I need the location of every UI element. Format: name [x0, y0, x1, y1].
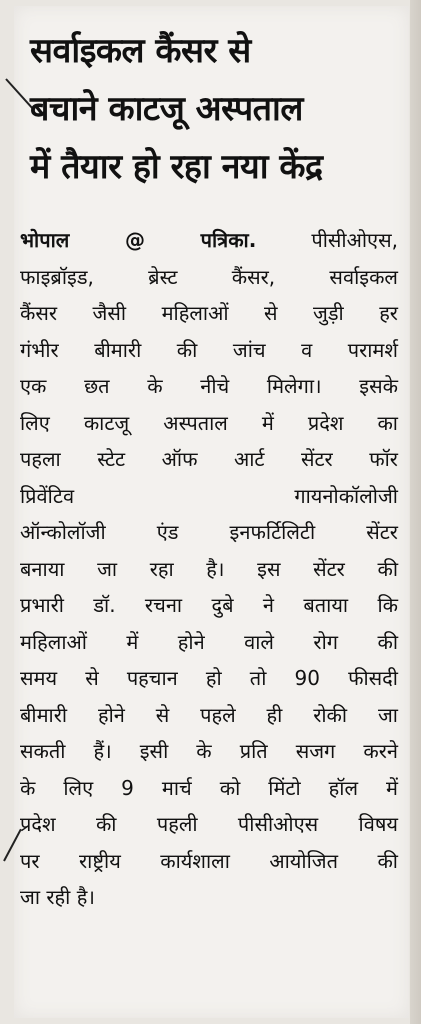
article-line: जा रही है।: [20, 885, 95, 909]
article-line: समय से पहचान हो तो 90 फीसदी: [20, 666, 398, 690]
article-line: के लिए 9 मार्च को मिंटो हॉल में: [20, 775, 398, 800]
article-line: ऑन्कोलॉजी एंड इनफर्टिलिटी सेंटर: [20, 520, 398, 544]
article-line: पर राष्ट्रीय कार्यशाला आयोजित की: [20, 848, 398, 873]
article-line: प्रभारी डॉ. रचना दुबे ने बताया कि: [20, 593, 398, 617]
article-line: [20, 222, 398, 259]
article-line: महिलाओं में होने वाले रोग की: [20, 629, 398, 654]
page-edge: [410, 0, 421, 1024]
article-body: [20, 222, 398, 916]
article-line-text: पीसीओएस,: [256, 228, 398, 252]
article-line: गंभीर बीमारी की जांच व परामर्श: [20, 337, 398, 362]
article-line: प्रदेश की पहली पीसीओएस विषय: [20, 812, 398, 836]
headline-line-1: सर्वाइकल कैंसर से: [30, 31, 251, 71]
article-line: प्रिवेंटिव गायनोकॉलोजी: [20, 483, 398, 508]
article-line: एक छत के नीचे मिलेगा। इसके: [20, 374, 398, 398]
article-line: फाइब्रॉइड, ब्रेस्ट कैंसर, सर्वाइकल: [20, 264, 398, 289]
headline-line-3: में तैयार हो रहा नया केंद्र: [30, 147, 323, 187]
headline-line-2: बचाने काटजू अस्पताल: [30, 89, 303, 129]
article-line: लिए काटजू अस्पताल में प्रदेश का: [20, 410, 398, 435]
article-line: कैंसर जैसी महिलाओं से जुड़ी हर: [20, 301, 398, 325]
article-headline: [30, 22, 400, 196]
article-line: बनाया जा रहा है। इस सेंटर की: [20, 556, 398, 581]
dateline: भोपाल @ पत्रिका.: [20, 228, 257, 252]
article-line: सकती हैं। इसी के प्रति सजग करने: [20, 739, 398, 763]
article-line: पहला स्टेट ऑफ आर्ट सेंटर फॉर: [20, 447, 398, 471]
article-line: बीमारी होने से पहले ही रोकी जा: [20, 702, 398, 727]
